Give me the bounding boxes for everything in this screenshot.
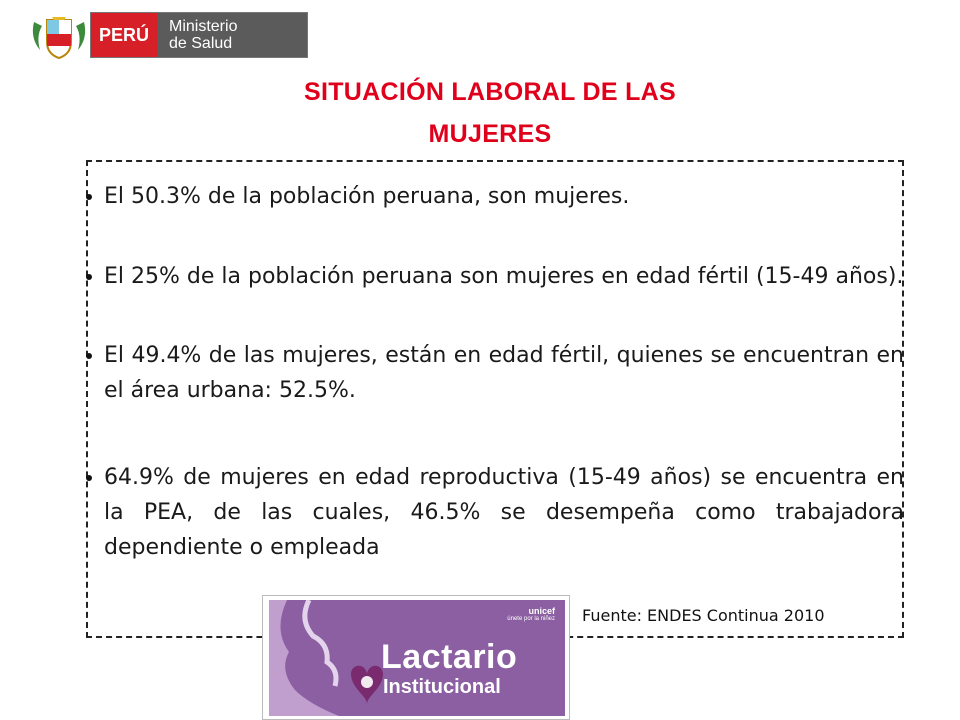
mother-silhouette-icon [269,600,389,716]
unicef-logo [507,606,555,622]
bullet-item [86,179,904,214]
ministerio-de-salud-logo [90,12,308,58]
badge-title: Lactario [381,638,518,676]
badge-background [269,600,565,716]
peru-label: PERÚ [91,13,157,57]
bullet-dot-icon [86,353,92,359]
badge-subtitle: Institucional [383,676,501,698]
ministry-line1: Ministerio [169,18,238,35]
lactario-institucional-badge [262,595,570,720]
bullet-item [86,259,904,294]
peru-coat-of-arms-logo [30,14,88,60]
bullet-item [86,460,904,565]
bullet-text: El 49.4% de las mujeres, están en edad fértil, quienes se encuentran en el área urbana: 52.5%. [104,343,904,403]
unicef-brand: unicef [528,606,555,616]
bullet-text: El 50.3% de la población peruana, son mujeres. [104,184,630,209]
bullet-dot-icon [86,274,92,280]
source-note: Fuente: ENDES Continua 2010 [582,606,825,625]
bullet-text: 64.9% de mujeres en edad reproductiva (15-49 años) se encuentra en la PEA, de las cuales, 46.5% se desempeña como trabajadora dependiente o empleada [104,465,904,560]
bullet-item [86,338,904,408]
slide-title-line2: MUJERES [428,120,552,148]
ministry-line2: de Salud [169,35,233,52]
bullet-text: El 25% de la población peruana son mujeres en edad fértil (15-49 años). [104,264,904,289]
ministry-name [157,13,307,57]
bullet-dot-icon [86,475,92,481]
unicef-tagline: únete por la niñez [507,616,555,622]
slide-title-line1: SITUACIÓN LABORAL DE LAS [303,78,677,106]
bullet-dot-icon [86,194,92,200]
